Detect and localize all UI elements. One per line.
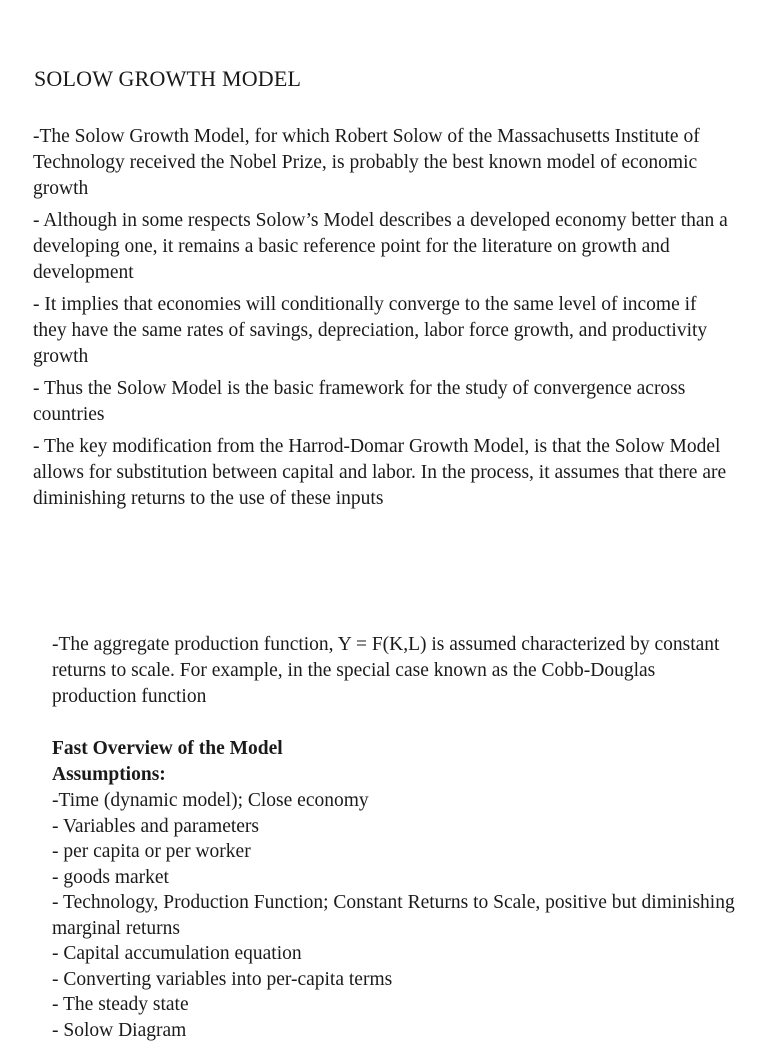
overview-heading: Fast Overview of the Model <box>52 736 742 762</box>
paragraph: - Although in some respects Solow’s Model describes a developed economy better than a developing one, it remains a basic reference point for the literature on growth and development <box>33 208 733 286</box>
list-item: - Capital accumulation equation <box>52 941 742 967</box>
list-item: -Time (dynamic model); Close economy <box>52 788 742 814</box>
production-function-paragraph: -The aggregate production function, Y = F(K,L) is assumed characterized by constant returns to scale. For example, in the special case known as the Cobb-Douglas production function <box>52 632 742 710</box>
list-item: - The steady state <box>52 992 742 1018</box>
list-item: - per capita or per worker <box>52 839 742 865</box>
paragraph: - It implies that economies will conditionally converge to the same level of income if they have the same rates of savings, depreciation, labor force growth, and productivity growth <box>33 292 733 370</box>
assumptions-heading: Assumptions: <box>52 762 742 788</box>
list-item: - Converting variables into per-capita terms <box>52 967 742 993</box>
list-item: - Solow Diagram <box>52 1018 742 1043</box>
list-item: - Technology, Production Function; Constant Returns to Scale, positive but diminishing marginal returns <box>52 890 742 941</box>
list-item: - goods market <box>52 865 742 891</box>
spacer <box>52 710 742 736</box>
page-title: SOLOW GROWTH MODEL <box>34 66 301 92</box>
paragraph: - The key modification from the Harrod-Domar Growth Model, is that the Solow Model allows for substitution between capital and labor. In the process, it assumes that there are diminishing returns to the use of these inputs <box>33 434 733 512</box>
list-item: - Variables and parameters <box>52 814 742 840</box>
intro-section <box>33 124 733 518</box>
paragraph: -The Solow Growth Model, for which Robert Solow of the Massachusetts Institute of Technology received the Nobel Prize, is probably the best known model of economic growth <box>33 124 733 202</box>
model-overview-section <box>52 632 742 1043</box>
paragraph: - Thus the Solow Model is the basic framework for the study of convergence across countries <box>33 376 733 428</box>
